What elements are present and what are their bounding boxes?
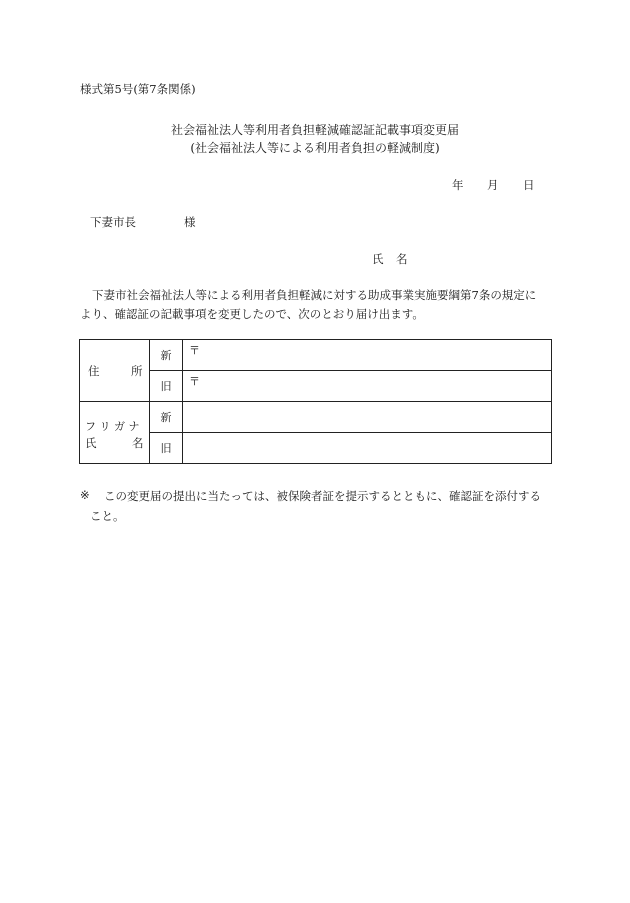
applicant-name-label-mei: 名 [396, 252, 408, 266]
document-title: 社会福祉法人等利用者負担軽減確認証記載事項変更届 [170, 123, 459, 137]
body-text-line-1: 下妻市社会福祉法人等による利用者負担軽減に対する助成事業実施要綱第7条の規定に [92, 288, 537, 302]
postal-mark-new: 〒 [189, 344, 200, 357]
name-new-label: 新 [150, 402, 183, 433]
furigana-label: フ リ ガ ナ [85, 420, 140, 433]
document-subtitle: (社会福祉法人等による利用者負担の軽減制度) [190, 141, 440, 155]
name-old-row [80, 433, 552, 464]
address-label-b: 所 [131, 364, 143, 378]
name-new-row [80, 402, 552, 433]
address-old-label: 旧 [150, 371, 183, 402]
address-old-row [80, 371, 552, 402]
name-label-a: 氏 [85, 436, 97, 450]
postal-mark-old: 〒 [189, 375, 200, 388]
applicant-name-label-shi: 氏 [372, 252, 384, 266]
body-text-line-2: より、確認証の記載事項を変更したので、次のとおり届け出ます。 [80, 307, 424, 321]
addressee-honorific: 様 [184, 215, 196, 229]
date-month-label: 月 [487, 178, 499, 192]
name-label-cell [80, 402, 150, 464]
address-new-label: 新 [150, 340, 183, 371]
note-line-1: この変更届の提出に当たっては、被保険者証を提示するとともに、確認証を添付する [104, 489, 541, 503]
body-text [80, 286, 560, 324]
address-new-row [80, 340, 552, 371]
address-label-a: 住 [88, 364, 100, 378]
note-line-2: こと。 [90, 509, 125, 523]
name-label-b: 名 [132, 436, 144, 450]
change-form-table [79, 339, 552, 464]
address-label-cell [80, 340, 150, 402]
address-old-field[interactable] [183, 371, 552, 402]
addressee-name: 下妻市長 [90, 215, 136, 229]
date-day-label: 日 [523, 178, 535, 192]
name-new-field[interactable] [183, 402, 552, 433]
name-old-field[interactable] [183, 433, 552, 464]
name-old-label: 旧 [150, 433, 183, 464]
form-number: 様式第5号(第7条関係) [80, 82, 196, 96]
note-mark: ※ [80, 488, 90, 502]
date-year-label: 年 [452, 178, 464, 192]
address-new-field[interactable] [183, 340, 552, 371]
